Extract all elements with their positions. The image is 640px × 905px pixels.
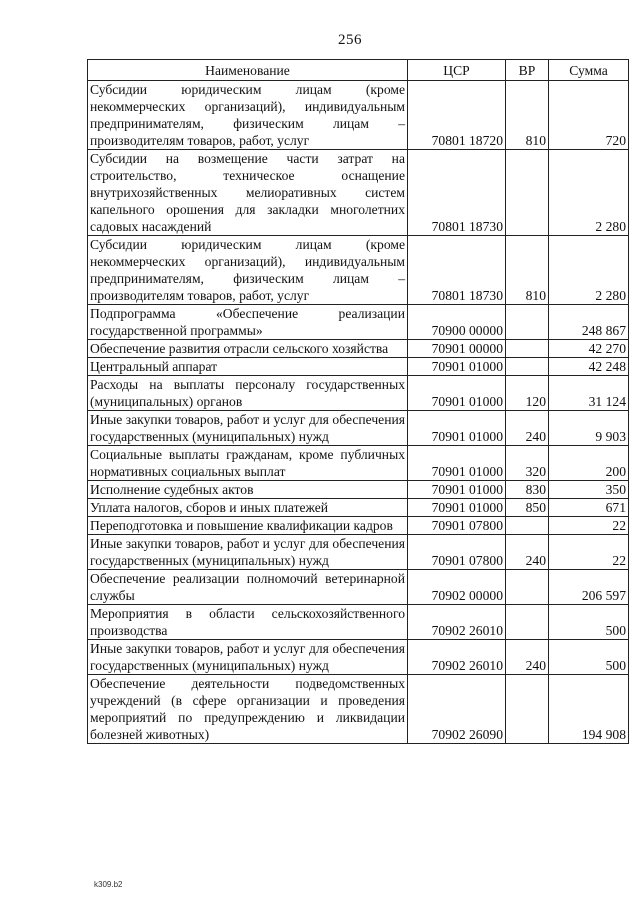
row-vr (506, 305, 549, 340)
table-row (88, 358, 629, 376)
header-vr: ВР (506, 60, 549, 81)
row-name: Субсидии на возмещение части затрат на строительство, техническое оснащение внутрихозяйственных мелиоративных систем капельного орошения для закладки многолетних садовых насаждений (88, 150, 408, 236)
row-name: Обеспечение деятельности подведомственных учреждений (в сфере организации и проведения мероприятий по предупреждению и ликвидации болезней животных) (88, 675, 408, 744)
row-vr (506, 675, 549, 744)
row-vr (506, 150, 549, 236)
row-vr (506, 517, 549, 535)
table-row (88, 305, 629, 340)
row-sum: 200 (549, 446, 629, 481)
header-name: Наименование (88, 60, 408, 81)
row-csr: 70902 26090 (408, 675, 506, 744)
row-vr: 120 (506, 376, 549, 411)
row-name: Расходы на выплаты персоналу государственных (муниципальных) органов (88, 376, 408, 411)
row-sum: 248 867 (549, 305, 629, 340)
row-vr: 810 (506, 81, 549, 150)
row-sum: 720 (549, 81, 629, 150)
row-name: Исполнение судебных актов (88, 481, 408, 499)
row-vr: 830 (506, 481, 549, 499)
page-number: 256 (338, 32, 362, 48)
row-vr (506, 605, 549, 640)
row-sum: 500 (549, 640, 629, 675)
row-sum: 206 597 (549, 570, 629, 605)
row-sum: 9 903 (549, 411, 629, 446)
row-name: Мероприятия в области сельскохозяйственного производства (88, 605, 408, 640)
row-name: Центральный аппарат (88, 358, 408, 376)
row-vr: 320 (506, 446, 549, 481)
row-name: Иные закупки товаров, работ и услуг для обеспечения государственных (муниципальных) нужд (88, 640, 408, 675)
row-vr (506, 358, 549, 376)
row-sum: 350 (549, 481, 629, 499)
row-sum: 500 (549, 605, 629, 640)
row-csr: 70901 01000 (408, 499, 506, 517)
table-row (88, 675, 629, 744)
row-sum: 2 280 (549, 236, 629, 305)
row-csr: 70901 00000 (408, 340, 506, 358)
row-sum: 194 908 (549, 675, 629, 744)
table-row (88, 640, 629, 675)
table-row (88, 535, 629, 570)
row-csr: 70902 26010 (408, 605, 506, 640)
table-row (88, 605, 629, 640)
row-name: Подпрограмма «Обеспечение реализации государственной программы» (88, 305, 408, 340)
row-name: Обеспечение реализации полномочий ветеринарной службы (88, 570, 408, 605)
table-row (88, 236, 629, 305)
row-vr: 240 (506, 535, 549, 570)
table-row (88, 81, 629, 150)
row-vr: 240 (506, 640, 549, 675)
row-name: Обеспечение развития отрасли сельского хозяйства (88, 340, 408, 358)
row-csr: 70901 01000 (408, 446, 506, 481)
row-name: Иные закупки товаров, работ и услуг для обеспечения государственных (муниципальных) нужд (88, 411, 408, 446)
row-vr: 810 (506, 236, 549, 305)
table-row (88, 499, 629, 517)
row-csr: 70801 18730 (408, 236, 506, 305)
row-csr: 70901 07800 (408, 535, 506, 570)
row-sum: 22 (549, 535, 629, 570)
row-sum: 31 124 (549, 376, 629, 411)
row-sum: 42 248 (549, 358, 629, 376)
row-sum: 671 (549, 499, 629, 517)
row-csr: 70902 26010 (408, 640, 506, 675)
row-vr: 240 (506, 411, 549, 446)
row-csr: 70901 07800 (408, 517, 506, 535)
row-csr: 70901 01000 (408, 376, 506, 411)
row-name: Уплата налогов, сборов и иных платежей (88, 499, 408, 517)
row-csr: 70901 01000 (408, 358, 506, 376)
row-csr: 70801 18730 (408, 150, 506, 236)
row-name: Переподготовка и повышение квалификации кадров (88, 517, 408, 535)
footer-code: k309.b2 (94, 880, 123, 889)
row-csr: 70901 01000 (408, 411, 506, 446)
row-name: Субсидии юридическим лицам (кроме некоммерческих организаций), индивидуальным предпринимателям, физическим лицам – производителям товаров, работ, услуг (88, 236, 408, 305)
header-csr: ЦСР (408, 60, 506, 81)
row-csr: 70801 18720 (408, 81, 506, 150)
table-row (88, 481, 629, 499)
row-name: Иные закупки товаров, работ и услуг для обеспечения государственных (муниципальных) нужд (88, 535, 408, 570)
row-vr (506, 340, 549, 358)
header-sum: Сумма (549, 60, 629, 81)
row-csr: 70901 01000 (408, 481, 506, 499)
row-vr: 850 (506, 499, 549, 517)
row-name: Социальные выплаты гражданам, кроме публичных нормативных социальных выплат (88, 446, 408, 481)
table-header-row (88, 60, 629, 81)
table-row (88, 517, 629, 535)
table-row (88, 411, 629, 446)
row-name: Субсидии юридическим лицам (кроме некоммерческих организаций), индивидуальным предпринимателям, физическим лицам – производителям товаров, работ, услуг (88, 81, 408, 150)
row-csr: 70900 00000 (408, 305, 506, 340)
row-csr: 70902 00000 (408, 570, 506, 605)
table-row (88, 570, 629, 605)
table-row (88, 340, 629, 358)
row-sum: 2 280 (549, 150, 629, 236)
table-row (88, 446, 629, 481)
row-sum: 42 270 (549, 340, 629, 358)
budget-table (87, 59, 629, 744)
table-row (88, 376, 629, 411)
table-row (88, 150, 629, 236)
row-sum: 22 (549, 517, 629, 535)
row-vr (506, 570, 549, 605)
